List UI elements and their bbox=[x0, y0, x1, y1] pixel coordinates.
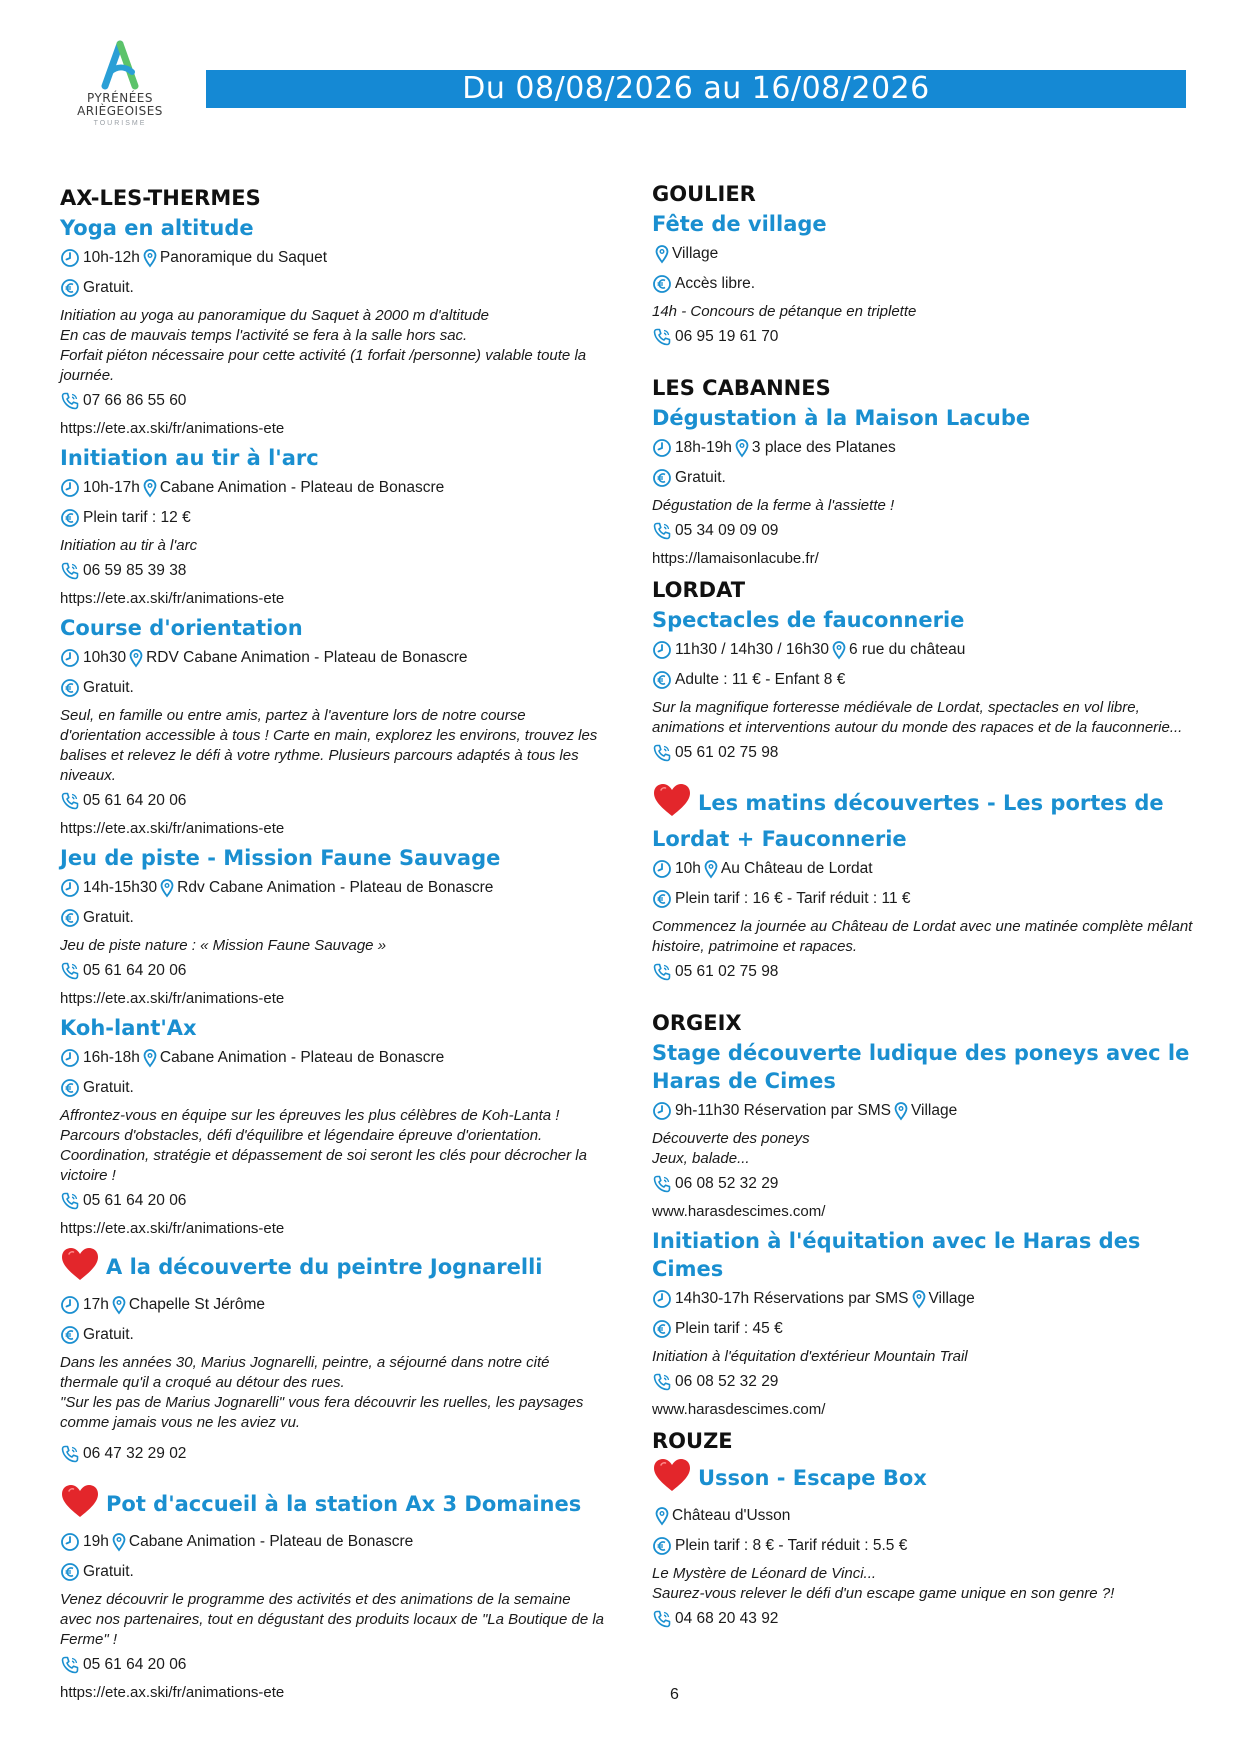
price-line bbox=[60, 1076, 605, 1100]
clock-icon bbox=[60, 648, 80, 668]
event-description bbox=[60, 1353, 605, 1433]
place-line bbox=[652, 242, 1197, 266]
event-time: 17h bbox=[83, 1296, 109, 1313]
place-line bbox=[652, 1504, 1197, 1528]
event-pony-course bbox=[652, 1039, 1197, 1223]
event-place: Cabane Animation - Plateau de Bonascre bbox=[128, 1533, 414, 1550]
time-place-line bbox=[60, 476, 605, 500]
desc-line: Forfait piéton nécessaire pour cette activité (1 forfait /personne) valable toute la journée. bbox=[60, 347, 587, 384]
location-pin-icon bbox=[831, 640, 847, 660]
price-line bbox=[652, 668, 1197, 692]
phone-line[interactable] bbox=[60, 1190, 605, 1212]
event-time: 10h bbox=[675, 860, 701, 877]
event-time: 19h bbox=[83, 1533, 109, 1550]
event-place: Au Château de Lordat bbox=[720, 860, 873, 877]
event-title: Initiation à l'équitation avec le Haras des Cimes bbox=[652, 1229, 1141, 1281]
event-price: Plein tarif : 12 € bbox=[83, 509, 191, 526]
event-price: Gratuit. bbox=[83, 679, 134, 696]
event-title: Spectacles de fauconnerie bbox=[652, 608, 965, 632]
logo-mark-icon bbox=[97, 40, 143, 92]
location-pin-icon bbox=[142, 478, 158, 498]
event-place: RDV Cabane Animation - Plateau de Bonascre bbox=[146, 649, 468, 666]
phone-line[interactable] bbox=[652, 1371, 1197, 1393]
desc-line: Jeux, balade... bbox=[652, 1150, 750, 1167]
phone-line[interactable] bbox=[60, 560, 605, 582]
event-place: Château d'Usson bbox=[672, 1507, 791, 1524]
event-price: Gratuit. bbox=[83, 1326, 134, 1343]
phone-number[interactable]: 06 47 32 29 02 bbox=[83, 1445, 187, 1462]
event-link[interactable]: www.harasdescimes.com/ bbox=[652, 1401, 826, 1418]
event-time: 10h-12h bbox=[83, 249, 140, 266]
event-link[interactable]: https://ete.ax.ski/fr/animations-ete bbox=[60, 1684, 285, 1701]
desc-line: Découverte des poneys bbox=[652, 1130, 810, 1147]
phone-icon bbox=[652, 1609, 672, 1629]
time-place-line bbox=[60, 876, 605, 900]
logo-line-1: PYRÉNÉES bbox=[87, 91, 153, 105]
desc-line: "Sur les pas de Marius Jognarelli" vous fera découvrir les ruelles, les paysages comme jamais vous ne les aviez vu. bbox=[60, 1394, 584, 1431]
logo-line-2: ARIÈGEOISES bbox=[77, 104, 163, 118]
location-pin-icon bbox=[911, 1289, 927, 1309]
event-description: Jeu de piste nature : « Mission Faune Sauvage » bbox=[60, 937, 387, 954]
clock-icon bbox=[60, 1532, 80, 1552]
clock-icon bbox=[60, 878, 80, 898]
event-link[interactable]: https://ete.ax.ski/fr/animations-ete bbox=[60, 1220, 285, 1237]
town-heading: ROUZE bbox=[652, 1429, 733, 1453]
event-yoga bbox=[60, 214, 605, 440]
event-description: Initiation à l'équitation d'extérieur Mountain Trail bbox=[652, 1348, 968, 1365]
price-line bbox=[652, 272, 1197, 296]
location-pin-icon bbox=[142, 1048, 158, 1068]
phone-number[interactable]: 05 61 02 75 98 bbox=[675, 744, 779, 761]
event-title: Dégustation à la Maison Lacube bbox=[652, 406, 1031, 430]
price-line bbox=[60, 506, 605, 530]
phone-icon bbox=[60, 961, 80, 981]
phone-icon bbox=[60, 791, 80, 811]
time-place-line bbox=[652, 436, 1197, 460]
clock-icon bbox=[652, 1101, 672, 1121]
heart-icon bbox=[652, 1457, 692, 1500]
event-price: Adulte : 11 € - Enfant 8 € bbox=[675, 671, 846, 688]
event-description: 14h - Concours de pétanque en triplette bbox=[652, 303, 917, 320]
price-line bbox=[652, 1534, 1197, 1558]
event-title-text: Pot d'accueil à la station Ax 3 Domaines bbox=[106, 1492, 582, 1516]
desc-line: Saurez-vous relever le défi d'un escape game unique en son genre ?! bbox=[652, 1585, 1115, 1602]
event-riding bbox=[652, 1227, 1197, 1421]
event-description: Affrontez-vous en équipe sur les épreuves les plus célèbres de Koh-Lanta ! Parcours d'obstacles, défi d'équilibre et légendaire épreuve d'orientation. Coordination, stratégie et dépassement de soi seront les clés pour décrocher la victoire ! bbox=[60, 1107, 587, 1184]
event-place: 6 rue du château bbox=[849, 641, 966, 658]
event-price: Gratuit. bbox=[83, 279, 134, 296]
time-place-line bbox=[60, 246, 605, 270]
event-place: Rdv Cabane Animation - Plateau de Bonascre bbox=[177, 879, 494, 896]
phone-number[interactable]: 05 61 02 75 98 bbox=[675, 963, 779, 980]
date-banner: Du 08/08/2026 au 16/08/2026 bbox=[206, 70, 1186, 108]
clock-icon bbox=[652, 640, 672, 660]
phone-icon bbox=[60, 1655, 80, 1675]
event-title bbox=[652, 782, 1197, 853]
event-time: 18h-19h bbox=[675, 439, 732, 456]
phone-line[interactable] bbox=[652, 742, 1197, 764]
time-place-line bbox=[60, 1046, 605, 1070]
event-time: 11h30 / 14h30 / 16h30 bbox=[675, 641, 829, 658]
phone-line[interactable] bbox=[60, 1443, 605, 1465]
clock-icon bbox=[60, 248, 80, 268]
phone-line[interactable] bbox=[60, 790, 605, 812]
town-heading: ORGEIX bbox=[652, 1011, 742, 1035]
event-price: Gratuit. bbox=[675, 469, 726, 486]
event-village-fete bbox=[652, 210, 1197, 348]
price-line bbox=[60, 276, 605, 300]
event-price: Gratuit. bbox=[83, 1079, 134, 1096]
event-place: Village bbox=[672, 245, 719, 262]
logo bbox=[70, 40, 170, 127]
euro-icon bbox=[60, 1325, 80, 1345]
price-line bbox=[652, 887, 1197, 911]
event-time: 14h-15h30 bbox=[83, 879, 158, 896]
desc-line: Initiation au yoga au panoramique du Saquet à 2000 m d'altitude bbox=[60, 307, 490, 324]
euro-icon bbox=[60, 1078, 80, 1098]
location-pin-icon bbox=[654, 244, 670, 264]
phone-icon bbox=[652, 521, 672, 541]
phone-number[interactable]: 06 59 85 39 38 bbox=[83, 562, 187, 579]
event-welcome-drink bbox=[60, 1483, 605, 1704]
time-place-line bbox=[60, 1530, 605, 1554]
euro-icon bbox=[652, 670, 672, 690]
price-line bbox=[652, 466, 1197, 490]
phone-number[interactable]: 05 61 64 20 06 bbox=[83, 1656, 187, 1673]
heart-icon bbox=[60, 1246, 100, 1289]
phone-icon bbox=[652, 327, 672, 347]
clock-icon bbox=[652, 438, 672, 458]
event-price: Gratuit. bbox=[83, 1563, 134, 1580]
phone-icon bbox=[652, 743, 672, 763]
price-line bbox=[652, 1317, 1197, 1341]
event-link[interactable]: https://ete.ax.ski/fr/animations-ete bbox=[60, 990, 285, 1007]
phone-line[interactable] bbox=[60, 960, 605, 982]
euro-icon bbox=[60, 908, 80, 928]
heart-icon bbox=[652, 782, 692, 825]
clock-icon bbox=[60, 1048, 80, 1068]
phone-number[interactable]: 05 34 09 09 09 bbox=[675, 522, 779, 539]
event-treasure-hunt bbox=[60, 844, 605, 1010]
event-title bbox=[60, 1246, 605, 1289]
event-description bbox=[652, 1564, 1197, 1604]
phone-icon bbox=[652, 1174, 672, 1194]
event-description: Commencez la journée au Château de Lordat avec une matinée complète mêlant histoire, patrimoine et rapaces. bbox=[652, 918, 1193, 955]
phone-icon bbox=[60, 1191, 80, 1211]
event-title-text: Les matins découvertes - Les portes de Lordat + Fauconnerie bbox=[652, 791, 1164, 851]
phone-number[interactable]: 06 08 52 32 29 bbox=[675, 1175, 779, 1192]
event-title: Course d'orientation bbox=[60, 616, 303, 640]
phone-number[interactable]: 06 08 52 32 29 bbox=[675, 1373, 779, 1390]
phone-line[interactable] bbox=[652, 1608, 1197, 1630]
time-place-line bbox=[652, 857, 1197, 881]
event-title: Initiation au tir à l'arc bbox=[60, 446, 319, 470]
euro-icon bbox=[652, 274, 672, 294]
time-place-line bbox=[652, 1099, 1197, 1123]
left-column bbox=[60, 178, 605, 1708]
event-time: 10h-17h bbox=[83, 479, 140, 496]
event-description: Dégustation de la ferme à l'assiette ! bbox=[652, 497, 895, 514]
phone-number[interactable]: 06 95 19 61 70 bbox=[675, 328, 779, 345]
time-place-line bbox=[652, 1287, 1197, 1311]
event-place: Village bbox=[910, 1102, 958, 1119]
heart-icon bbox=[60, 1483, 100, 1526]
event-place: Panoramique du Saquet bbox=[159, 249, 328, 266]
event-place: Chapelle St Jérôme bbox=[128, 1296, 265, 1313]
phone-number[interactable]: 07 66 86 55 60 bbox=[83, 392, 187, 409]
event-morning-discovery bbox=[652, 782, 1197, 983]
town-heading: LORDAT bbox=[652, 578, 746, 602]
event-time: 16h-18h bbox=[83, 1049, 140, 1066]
phone-icon bbox=[60, 391, 80, 411]
phone-line[interactable] bbox=[60, 390, 605, 412]
phone-line[interactable] bbox=[652, 1173, 1197, 1195]
clock-icon bbox=[652, 859, 672, 879]
event-link[interactable]: https://lamaisonlacube.fr/ bbox=[652, 550, 819, 567]
location-pin-icon bbox=[111, 1295, 127, 1315]
desc-line: En cas de mauvais temps l'activité se fera à la salle hors sac. bbox=[60, 327, 468, 344]
town-heading: GOULIER bbox=[652, 182, 756, 206]
event-link[interactable]: www.harasdescimes.com/ bbox=[652, 1203, 826, 1220]
right-column bbox=[652, 174, 1197, 1636]
event-tasting bbox=[652, 404, 1197, 570]
event-time: 14h30-17h Réservations par SMS bbox=[675, 1290, 909, 1307]
phone-line[interactable] bbox=[60, 1654, 605, 1676]
event-price: Accès libre. bbox=[675, 275, 756, 292]
event-price: Plein tarif : 16 € - Tarif réduit : 11 € bbox=[675, 890, 911, 907]
phone-icon bbox=[60, 561, 80, 581]
price-line bbox=[60, 676, 605, 700]
phone-number[interactable]: 05 61 64 20 06 bbox=[83, 962, 187, 979]
phone-line[interactable] bbox=[652, 520, 1197, 542]
desc-line: Le Mystère de Léonard de Vinci... bbox=[652, 1565, 877, 1582]
time-place-line bbox=[652, 638, 1197, 662]
event-orienteering bbox=[60, 614, 605, 840]
clock-icon bbox=[60, 1295, 80, 1315]
town-heading: LES CABANNES bbox=[652, 376, 831, 400]
event-place: Cabane Animation - Plateau de Bonascre bbox=[159, 479, 445, 496]
phone-number[interactable]: 05 61 64 20 06 bbox=[83, 1192, 187, 1209]
location-pin-icon bbox=[734, 438, 750, 458]
event-title: Stage découverte ludique des poneys avec le Haras de Cimes bbox=[652, 1041, 1190, 1093]
event-description bbox=[60, 306, 605, 386]
event-link[interactable]: https://ete.ax.ski/fr/animations-ete bbox=[60, 590, 285, 607]
location-pin-icon bbox=[893, 1101, 909, 1121]
time-place-line bbox=[60, 1293, 605, 1317]
event-description: Seul, en famille ou entre amis, partez à l'aventure lors de notre course d'orientation accessible à tous ! Carte en main, explorez les environs, trouvez les balises et relevez le défi à votre rythme. Plusieurs parcours adaptés à tous les niveaux. bbox=[60, 707, 598, 784]
event-title-text: A la découverte du peintre Jognarelli bbox=[106, 1255, 543, 1279]
phone-line[interactable] bbox=[652, 961, 1197, 983]
phone-icon bbox=[652, 1372, 672, 1392]
location-pin-icon bbox=[703, 859, 719, 879]
price-line bbox=[60, 1560, 605, 1584]
event-price: Plein tarif : 45 € bbox=[675, 1320, 783, 1337]
location-pin-icon bbox=[128, 648, 144, 668]
phone-number[interactable]: 04 68 20 43 92 bbox=[675, 1610, 779, 1627]
location-pin-icon bbox=[111, 1532, 127, 1552]
event-title bbox=[652, 1457, 1197, 1500]
euro-icon bbox=[60, 278, 80, 298]
town-heading: AX-LES-THERMES bbox=[60, 186, 261, 210]
euro-icon bbox=[652, 1319, 672, 1339]
event-place: Cabane Animation - Plateau de Bonascre bbox=[159, 1049, 445, 1066]
clock-icon bbox=[60, 478, 80, 498]
event-title: Koh-lant'Ax bbox=[60, 1016, 197, 1040]
location-pin-icon bbox=[142, 248, 158, 268]
location-pin-icon bbox=[159, 878, 175, 898]
event-falconry bbox=[652, 606, 1197, 764]
page-number: 6 bbox=[670, 1686, 679, 1703]
event-kohlantax bbox=[60, 1014, 605, 1240]
price-line bbox=[60, 906, 605, 930]
euro-icon bbox=[652, 468, 672, 488]
time-place-line bbox=[60, 646, 605, 670]
event-price: Gratuit. bbox=[83, 909, 134, 926]
event-time: 9h-11h30 Réservation par SMS bbox=[675, 1102, 891, 1119]
event-title-text: Usson - Escape Box bbox=[698, 1466, 927, 1490]
event-title: Fête de village bbox=[652, 212, 827, 236]
event-time: 10h30 bbox=[83, 649, 127, 666]
euro-icon bbox=[60, 1562, 80, 1582]
event-jognarelli bbox=[60, 1246, 605, 1465]
phone-number[interactable]: 05 61 64 20 06 bbox=[83, 792, 187, 809]
euro-icon bbox=[652, 1536, 672, 1556]
event-escape-box bbox=[652, 1457, 1197, 1630]
event-link[interactable]: https://ete.ax.ski/fr/animations-ete bbox=[60, 820, 285, 837]
event-price: Plein tarif : 8 € - Tarif réduit : 5.5 € bbox=[675, 1537, 908, 1554]
phone-line[interactable] bbox=[652, 326, 1197, 348]
event-archery bbox=[60, 444, 605, 610]
event-place: 3 place des Platanes bbox=[751, 439, 896, 456]
clock-icon bbox=[652, 1289, 672, 1309]
event-description: Venez découvrir le programme des activités et des animations de la semaine avec nos partenaires, tout en dégustant des produits locaux de "La Boutique de la Ferme" ! bbox=[60, 1591, 605, 1648]
event-description: Initiation au tir à l'arc bbox=[60, 537, 198, 554]
event-link[interactable]: https://ete.ax.ski/fr/animations-ete bbox=[60, 420, 285, 437]
euro-icon bbox=[60, 508, 80, 528]
location-pin-icon bbox=[654, 1506, 670, 1526]
phone-icon bbox=[652, 962, 672, 982]
event-description: Sur la magnifique forteresse médiévale de Lordat, spectacles en vol libre, animations et interventions autour du monde des rapaces et de la fauconnerie... bbox=[652, 699, 1183, 736]
desc-line: Dans les années 30, Marius Jognarelli, peintre, a séjourné dans notre cité thermale qu'il a croqué au détour des rues. bbox=[60, 1354, 550, 1391]
event-description bbox=[652, 1129, 1197, 1169]
event-title bbox=[60, 1483, 605, 1526]
logo-line-3: TOURISME bbox=[93, 120, 147, 127]
event-place: Village bbox=[928, 1290, 975, 1307]
euro-icon bbox=[60, 678, 80, 698]
euro-icon bbox=[652, 889, 672, 909]
event-title: Yoga en altitude bbox=[60, 216, 254, 240]
phone-icon bbox=[60, 1444, 80, 1464]
event-title: Jeu de piste - Mission Faune Sauvage bbox=[60, 846, 501, 870]
price-line bbox=[60, 1323, 605, 1347]
